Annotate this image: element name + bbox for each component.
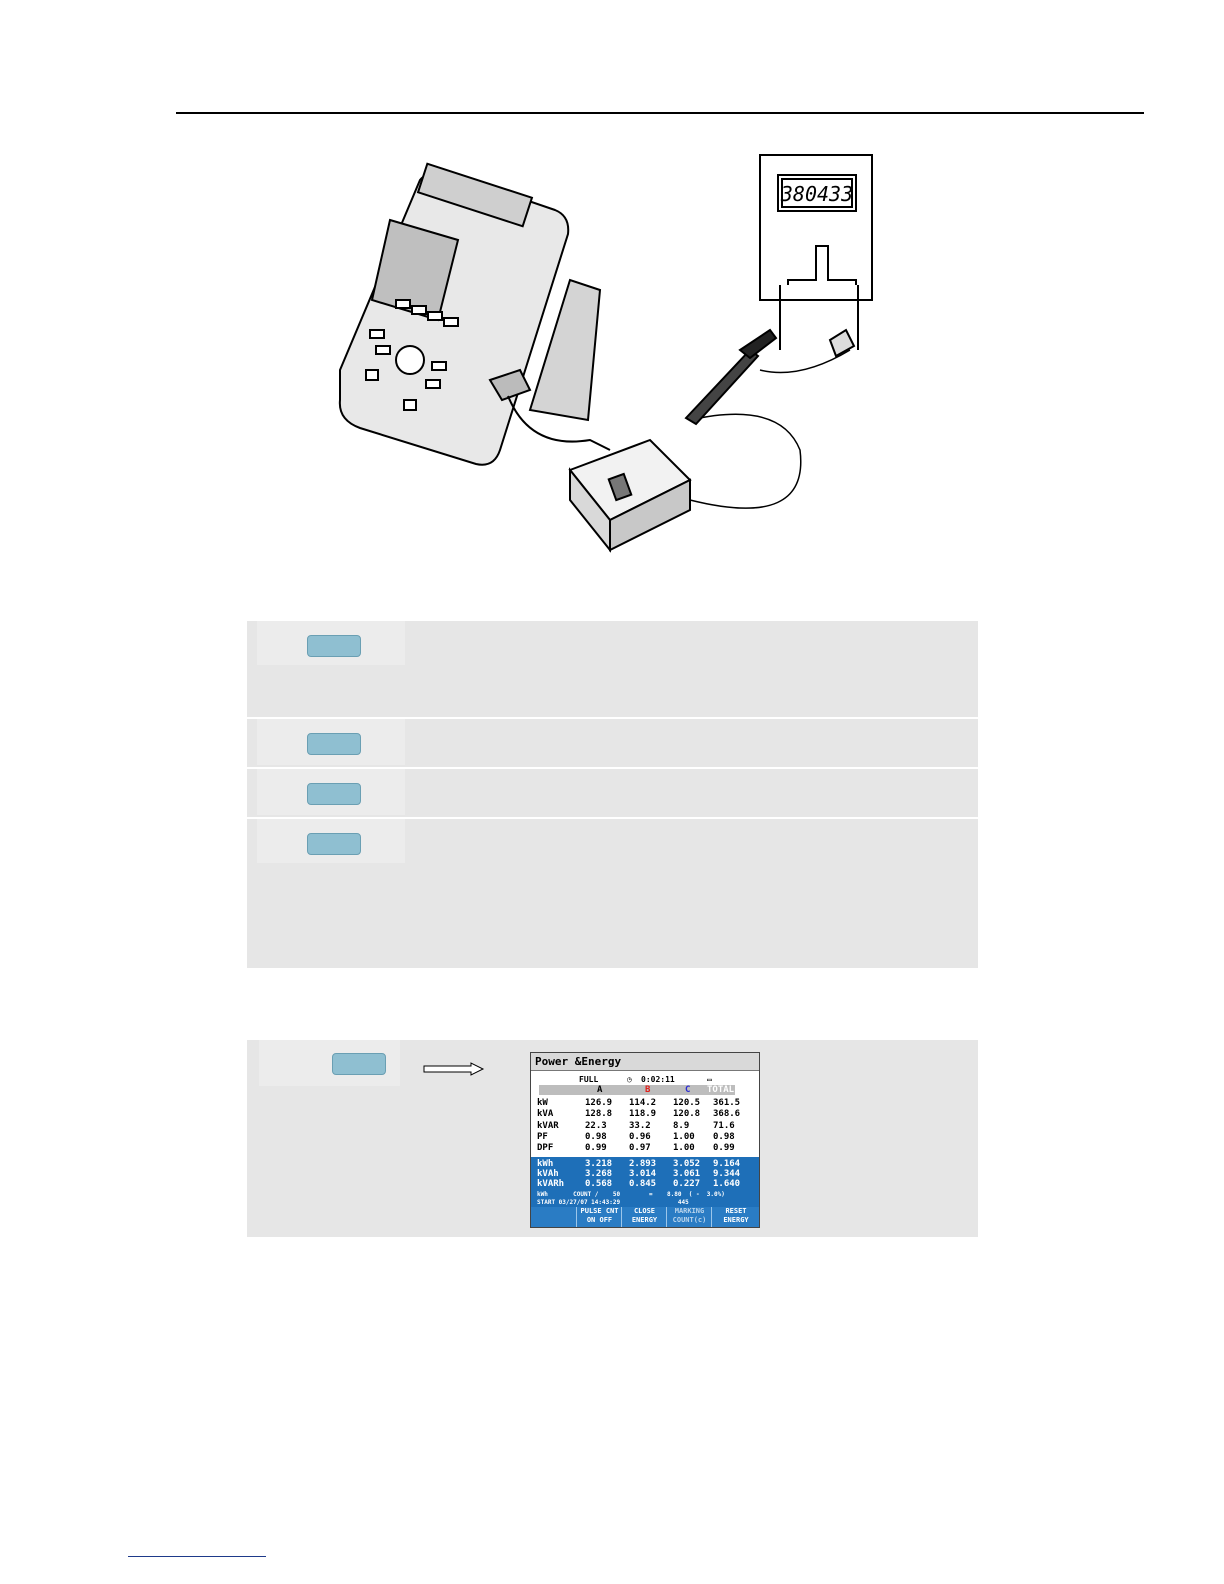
- screen-title: Power &Energy: [531, 1053, 759, 1071]
- meter-display-value: 380433: [780, 182, 854, 206]
- phase-b-label: B: [645, 1085, 651, 1095]
- start-time-line: START 03/27/07 14:43:29 445: [537, 1199, 689, 1206]
- step-key-4-button[interactable]: [307, 833, 361, 855]
- measurement-row: kVA 128.8 118.9 120.8 368.6: [537, 1109, 741, 1119]
- softkey-close-energy[interactable]: CLOSE ENERGY: [621, 1207, 667, 1227]
- softkey-bar: [531, 1207, 759, 1227]
- softkey-reset-energy[interactable]: RESET ENERGY: [711, 1207, 760, 1227]
- clock-icon: ◷: [627, 1075, 632, 1084]
- screen-timer: 0:02:11: [641, 1075, 675, 1084]
- measurement-row: kW 126.9 114.2 120.5 361.5: [537, 1098, 741, 1108]
- measurement-row: DPF 0.99 0.97 1.00 0.99: [537, 1143, 735, 1153]
- screen-example-key-button[interactable]: [332, 1053, 386, 1075]
- connection-illustration: [330, 150, 890, 570]
- energy-section: [531, 1157, 759, 1207]
- step-key-2-button[interactable]: [307, 733, 361, 755]
- header-rule: [176, 112, 1144, 114]
- phase-c-label: C: [685, 1085, 691, 1095]
- step-key-1-button[interactable]: [307, 635, 361, 657]
- footer-rule: [128, 1556, 266, 1557]
- softkey-pulse-cnt[interactable]: PULSE CNT ON OFF: [576, 1207, 622, 1227]
- steps-table: [247, 621, 978, 968]
- pulse-count-line: kWh COUNT / 50 = 8.80 ( - 3.0%): [537, 1191, 725, 1198]
- phase-total-label: TOTAL: [707, 1085, 735, 1095]
- power-analyzer-drawing: [340, 164, 610, 465]
- phase-header: [537, 1085, 757, 1095]
- softkey-f1[interactable]: [531, 1207, 576, 1227]
- measurement-row: kVAR 22.3 33.2 8.9 71.6: [537, 1121, 735, 1131]
- screen-mode: FULL: [579, 1075, 599, 1084]
- phase-a-label: A: [597, 1085, 603, 1095]
- step-key-3-button[interactable]: [307, 783, 361, 805]
- energy-row: kVARh 0.568 0.845 0.227 1.640: [537, 1179, 741, 1189]
- right-arrow-icon: [423, 1062, 485, 1076]
- battery-icon: ▭: [707, 1075, 712, 1084]
- measurement-row: PF 0.98 0.96 1.00 0.98: [537, 1132, 735, 1142]
- energy-row: kVAh 3.268 3.014 3.061 9.344: [537, 1169, 741, 1179]
- adapter-box-drawing: [570, 440, 690, 550]
- energy-row: kWh 3.218 2.893 3.052 9.164: [537, 1159, 741, 1169]
- probe-drawing: [686, 330, 776, 424]
- analyzer-screen: [530, 1052, 760, 1228]
- softkey-marking-count[interactable]: MARKING COUNT(c): [666, 1207, 712, 1227]
